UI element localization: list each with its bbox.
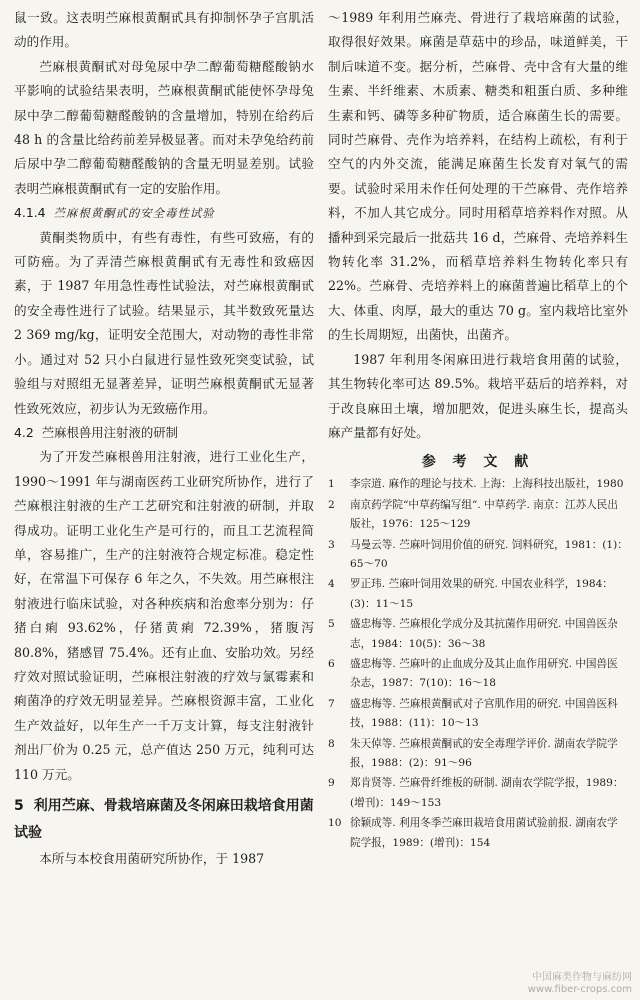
reference-number: 3 <box>328 538 335 551</box>
reference-number: 10 <box>328 817 342 830</box>
paragraph: 为了开发苎麻根兽用注射液，进行工业化生产，1990～1991 年与湖南医药工业研究所协作，进行了苎麻根注射液的生产工艺研究和注射液的研制，并取得成功。证明工业化生产是可行的，而且工艺流程简单，容易推广，生产的注射液符合规定标准。稳定性好，在常温下可保存 6 年之久，不失效。用苎麻根注射液进行临床试验，对各种疾病和治愈率分别为：仔猪白痢 93.62%，仔猪黄痢 72.39%，猪腹泻 80.8%，猪感冒 75.4%。还有止血、安胎功效。另经疗效对照试验证明，苎麻根注射液的疗效与氯霉素和痢菌净的疗效无明显差异。苎麻根资源丰富，工业化生产效益好，以年生产一千万支计算，每支注射液针剂出厂价为 0.25 元，总产值达 250 万元，纯利可达 110 万元。 <box>14 449 314 782</box>
section-heading-4-1-4 <box>14 201 314 225</box>
section-heading-4-2 <box>14 421 314 445</box>
paragraph: 苎麻根黄酮甙对母兔尿中孕二醇葡萄糖醛酸钠水平影响的试验结果表明，苎麻根黄酮甙能使怀孕母兔尿中孕二醇葡萄糖醛酸钠的含量增加，特别在给药后 48 h 的含量比给药前差异极显著。而对未孕兔给药前后尿中孕二醇葡萄糖醛酸钠的含量无明显差别。试验表明苎麻根黄酮甙有一定的安胎作用。 <box>14 58 314 196</box>
reference-number: 1 <box>328 478 335 491</box>
reference-text: 盛忠梅等. 苎麻根黄酮甙对子宫肌作用的研究. 中国兽医科技，1988：(11)：10～13 <box>350 697 618 730</box>
section-number: 4.2 <box>14 424 34 440</box>
site-watermark <box>528 972 632 996</box>
reference-item <box>328 655 628 694</box>
reference-number: 4 <box>328 578 335 591</box>
reference-list <box>328 475 628 853</box>
reference-item <box>328 475 628 494</box>
watermark-title: 中国麻类作物与麻纺网 <box>532 972 632 983</box>
reference-item <box>328 615 628 654</box>
reference-text: 朱天倬等. 苎麻根黄酮甙的安全毒理学评价. 湖南农学院学报，1988：(2)：91～96 <box>350 737 618 769</box>
section-number: 5 <box>14 798 24 814</box>
reference-text: 盛忠梅等. 苎麻叶的止血成分及其止血作用研究. 中国兽医杂志，1987：7(10)：16～18 <box>350 657 618 690</box>
reference-number: 8 <box>328 737 335 750</box>
reference-text: 罗正玮. 苎麻叶饲用效果的研究. 中国农业科学，1984：(3)：11～15 <box>350 578 613 610</box>
paragraph: 1987 年利用冬闲麻田进行栽培食用菌的试验，其生物转化率可达 89.5%。栽培平菇后的培养料，对于改良麻田土壤，增加肥效，促进头麻生长，提高头麻产量都有好处。 <box>328 351 628 440</box>
reference-text: 盛忠梅等. 苎麻根化学成分及其抗菌作用研究. 中国兽医杂志，1984：10(5)：36～38 <box>350 618 618 650</box>
reference-number: 2 <box>328 498 335 511</box>
reference-item <box>328 575 628 614</box>
section-heading-5 <box>14 793 314 847</box>
reference-number: 5 <box>328 618 335 631</box>
section-title: 苎麻根黄酮甙的安全毒性试验 <box>53 206 215 221</box>
reference-item <box>328 536 628 575</box>
section-title: 苎麻根兽用注射液的研制 <box>41 424 179 440</box>
watermark-url: www.fiber-crops.com <box>527 984 632 995</box>
reference-item <box>328 695 628 734</box>
references-heading: 参 考 文 献 <box>421 454 535 471</box>
reference-number: 9 <box>328 777 335 790</box>
paragraph: ～1989 年利用苎麻壳、骨进行了栽培麻菌的试验，取得很好效果。麻菌是草菇中的珍品，味道鲜美，干制后味道不变。据分析，苎麻骨、壳中含有大量的维生素、半纤维素、木质素、糖类和粗蛋白质、多种维生素和钙、磷等多种矿物质，适合麻菌生长的需要。同时苎麻骨、壳作为培养料，在结构上疏松，有利于空气的内外交流，能满足麻菌生长发育对氧气的需要。试验时采用未作任何处理的干苎麻骨、壳作培养料，不加人其它成分。同时用稻草培养料作对照。从播种到采完最后一批菇共 16 d，苎麻骨、壳培养料生物转化率 31.2%，而稻草培养料生物转化率只有 22%。苎麻骨、壳培养料上的麻菌普遍比稻草上的个大、体重、肉厚，最大的重达 70 g。室内栽培比室外的生长周期短，出菌快，出菌齐。 <box>328 10 628 343</box>
reference-item <box>328 814 628 853</box>
right-column <box>328 6 628 1000</box>
reference-text: 郑肯贤等. 苎麻骨纤维板的研制. 湖南农学院学报，1989：(增刊)：149～153 <box>350 777 624 809</box>
reference-item <box>328 774 628 813</box>
left-column <box>14 6 314 1000</box>
reference-number: 6 <box>328 657 335 670</box>
reference-item <box>328 496 628 535</box>
section-title: 利用苎麻、骨栽培麻菌及冬闲麻田栽培食用菌试验 <box>14 798 314 841</box>
paragraph: 本所与本校食用菌研究所协作，于 1987 <box>39 851 265 866</box>
reference-text: 马曼云等. 苎麻叶饲用价值的研究. 饲料研究，1981：(1)：65～70 <box>350 538 628 570</box>
reference-number: 7 <box>328 697 335 710</box>
reference-item <box>328 735 628 774</box>
reference-text: 南京药学院“中草药编写组”. 中草药学. 南京：江苏人民出版社，1976：125～129 <box>350 498 618 531</box>
reference-text: 李宗道. 麻作的理论与技术. 上海：上海科技出版社，1980 <box>350 478 624 491</box>
paragraph: 黄酮类物质中，有些有毒性，有些可致癌，有的可防癌。为了弄清苎麻根黄酮甙有无毒性和致癌因素，于 1987 年用急性毒性试验法，对苎麻根黄酮甙的安全毒性进行了试验。结果显示，其半数致死量达 2 369 mg/kg，证明安全范围大，对动物的毒性非常小。通过对 52 只小白鼠进行显性致死突变试验，试验组与对照组无显著差异，证明苎麻根黄酮甙无显著性致死效应，初步认为无致癌作用。 <box>14 229 314 416</box>
reference-text: 徐颖成等. 利用冬季苎麻田栽培食用菌试验前报. 湖南农学院学报，1989：(增刊)：154 <box>350 817 618 849</box>
paragraph: 鼠一致。这表明苎麻根黄酮甙具有抑制怀孕子宫肌活动的作用。 <box>14 10 314 50</box>
section-number: 4.1.4 <box>14 205 46 221</box>
